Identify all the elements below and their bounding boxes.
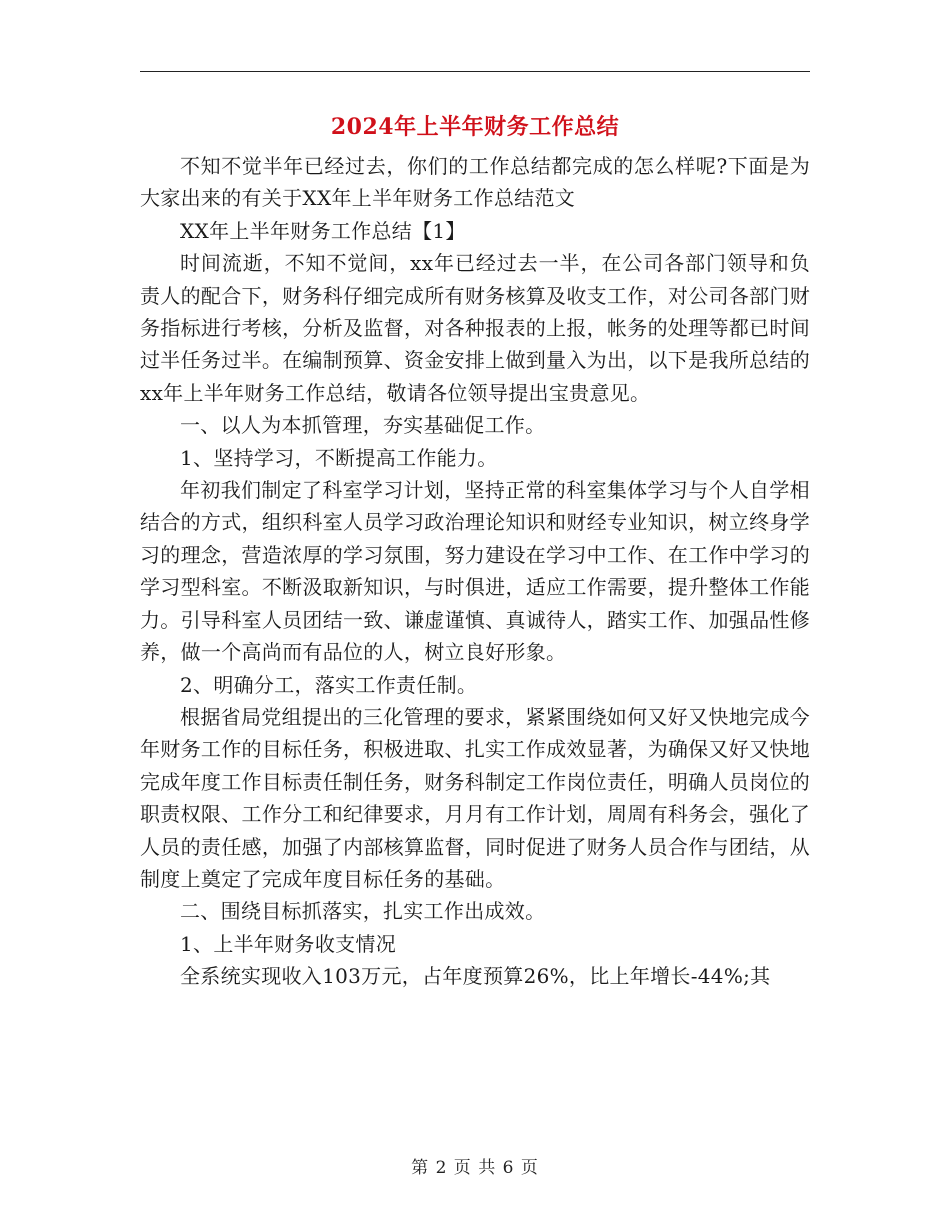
subheading-2: 2、明确分工，落实工作责任制。 [180, 672, 478, 697]
document-body [140, 150, 810, 993]
section-heading-1: XX年上半年财务工作总结【1】 [180, 218, 466, 243]
paragraph: 年初我们制定了科室学习计划，坚持正常的科室集体学习与个人自学相结合的方式，组织科室人员学习政治理论知识和财经专业知识，树立终身学习的理念，营造浓厚的学习氛围，努力建设在学习中工作、在工作中学习的学习型科室。不断汲取新知识，与时俱进，适应工作需要，提升整体工作能力。引导科室人员团结一致、谦虚谨慎、真诚待人，踏实工作、加强品性修养，做一个高尚而有品位的人，树立良好形象。 [140, 478, 810, 665]
header-rule [140, 71, 810, 72]
page-number: 第 2 页 共 6 页 [411, 1158, 539, 1178]
document-title: 2024年上半年财务工作总结 [330, 114, 620, 140]
paragraph: 时间流逝，不知不觉间，xx年已经过去一半，在公司各部门领导和负责人的配合下，财务科仔细完成所有财务核算及收支工作，对公司各部门财务指标进行考核，分析及监督，对各种报表的上报，帐务的处理等都已时间过半任务过半。在编制预算、资金安排上做到量入为出，以下是我所总结的xx年上半年财务工作总结，敬请各位领导提出宝贵意见。 [140, 251, 810, 405]
paragraph: 根据省局党组提出的三化管理的要求，紧紧围绕如何又好又快地完成今年财务工作的目标任务，积极进取、扎实工作成效显著，为确保又好又快地完成年度工作目标责任制任务，财务科制定工作岗位责任，明确人员岗位的职责权限、工作分工和纪律要求，月月有工作计划，周周有科务会，强化了人员的责任感，加强了内部核算监督，同时促进了财务人员合作与团结，从制度上奠定了完成年度目标任务的基础。 [140, 704, 810, 891]
heading-part-1: 一、以人为本抓管理，夯实基础促工作。 [180, 413, 546, 438]
subheading-1: 1、坚持学习，不断提高工作能力。 [180, 445, 498, 470]
paragraph: 全系统实现收入103万元，占年度预算26%，比上年增长-44%;其 [180, 964, 771, 989]
heading-part-2: 二、围绕目标抓落实，扎实工作出成效。 [180, 899, 546, 924]
paragraph-intro: 不知不觉半年已经过去，你们的工作总结都完成的怎么样呢?下面是为大家出来的有关于XX年上半年财务工作总结范文 [140, 154, 810, 211]
subheading-3: 1、上半年财务收支情况 [180, 931, 397, 956]
